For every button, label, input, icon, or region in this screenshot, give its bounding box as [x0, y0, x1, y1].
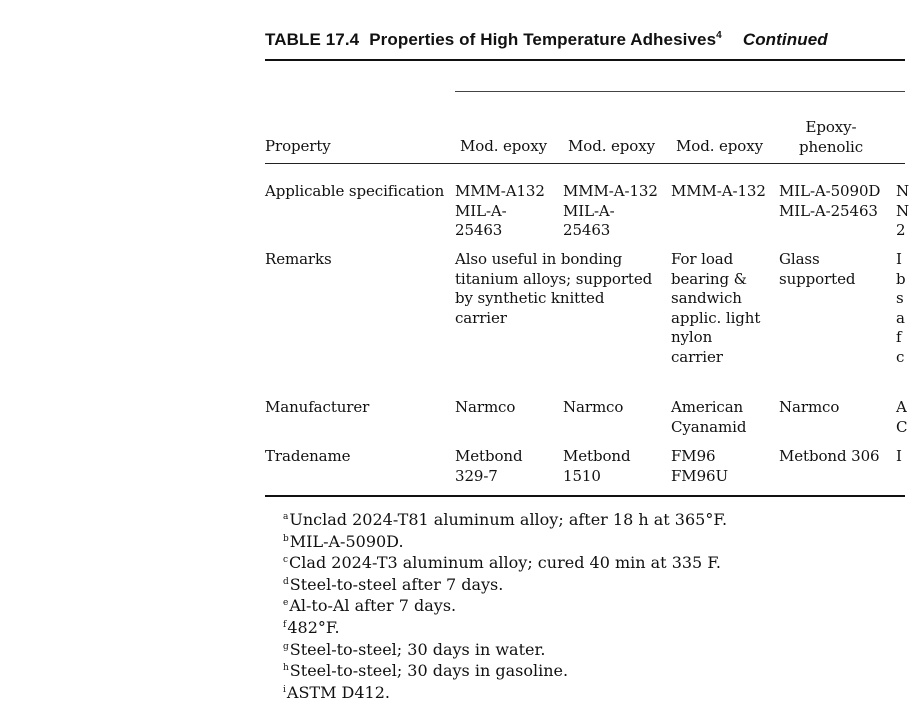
cell-line: titanium alloys; supported	[455, 269, 653, 288]
cell-line: carrier	[671, 347, 723, 366]
header-epoxy-phenolic-line2: phenolic	[798, 138, 864, 156]
footnote-text: Steel-to-steel after 7 days.	[289, 574, 504, 594]
header-property: Property	[265, 137, 331, 155]
cell-line: Narmco	[455, 398, 516, 416]
cell-line: Narmco	[779, 398, 840, 416]
cell-line: sandwich	[671, 289, 742, 308]
cell-line: Cyanamid	[671, 417, 747, 436]
cell-tradename-3	[671, 447, 728, 486]
footnotes	[283, 508, 727, 702]
footnote-mark: i	[283, 684, 286, 695]
footnote-mark: f	[283, 619, 287, 630]
cell-manufacturer-2	[563, 398, 623, 418]
cell-line: a	[896, 308, 905, 327]
cell-remarks-1-2	[455, 250, 652, 328]
footnote	[283, 508, 727, 530]
cell-spec-2	[563, 182, 658, 241]
row-label-remarks: Remarks	[265, 250, 332, 268]
cell-line: Glass	[779, 250, 820, 268]
cell-line: Metbond	[563, 447, 631, 465]
continued-label: Continued	[742, 30, 828, 49]
cell-tradename-2	[563, 447, 630, 486]
cell-remarks-5	[896, 250, 906, 368]
footnote	[283, 638, 727, 660]
column-span-rule	[455, 91, 905, 92]
cell-line: Also useful in bonding	[455, 250, 623, 268]
cell-line: FM96	[671, 447, 716, 465]
footnote-text: ASTM D412.	[286, 682, 390, 702]
cell-spec-5	[896, 182, 909, 241]
cell-manufacturer-5	[896, 398, 907, 437]
cell-tradename-1	[455, 447, 522, 486]
cell-tradename-4	[779, 447, 879, 467]
cell-manufacturer-1	[455, 398, 515, 418]
bottom-rule	[265, 495, 905, 497]
cell-line: 2	[896, 221, 906, 240]
cell-line: N	[896, 182, 909, 200]
cell-line: MMM-A132	[455, 182, 545, 200]
footnote-mark: g	[283, 641, 289, 652]
cell-manufacturer-3	[671, 398, 746, 437]
cell-line: I	[896, 447, 902, 465]
footnote	[283, 681, 727, 702]
cell-line: s	[896, 289, 904, 308]
cell-line: C	[896, 417, 908, 436]
row-label-manufacturer: Manufacturer	[265, 398, 370, 416]
cell-line: Metbond 306	[779, 447, 880, 465]
cell-line: supported	[779, 269, 856, 288]
cell-line: by synthetic knitted	[455, 289, 605, 308]
title-reference: 4	[716, 30, 722, 41]
cell-line: c	[896, 347, 905, 366]
footnote-mark: c	[283, 555, 289, 566]
table-caption	[265, 30, 828, 50]
table-label: TABLE 17.4	[265, 30, 360, 49]
footnote	[283, 551, 727, 573]
cell-remarks-4	[779, 250, 855, 289]
cell-line: For load	[671, 250, 734, 268]
footnote	[283, 573, 727, 595]
cell-line: American	[671, 398, 744, 416]
cell-line: MIL-A-5090D	[779, 182, 881, 200]
cell-line: MMM-A-132	[671, 182, 766, 200]
header-epoxy-phenolic	[780, 117, 882, 157]
footnote-text: Unclad 2024-T81 aluminum alloy; after 18 h at 365°F.	[289, 510, 728, 529]
cell-line: nylon	[671, 328, 713, 347]
footnote-mark: d	[283, 576, 289, 587]
cell-remarks-3	[671, 250, 760, 368]
cell-manufacturer-4	[779, 398, 839, 418]
cell-line: Metbond	[455, 447, 523, 465]
footnote-text: Steel-to-steel; 30 days in water.	[289, 639, 546, 659]
cell-line: FM96U	[671, 466, 728, 485]
footnote	[283, 594, 727, 616]
header-mod-epoxy-2: Mod. epoxy	[568, 137, 655, 155]
cell-line: b	[896, 269, 906, 288]
cell-line: bearing &	[671, 269, 747, 288]
footnote-text: MIL-A-5090D.	[289, 531, 404, 551]
cell-tradename-5	[896, 447, 902, 467]
row-label-tradename: Tradename	[265, 447, 351, 465]
cell-line: 1510	[563, 466, 601, 485]
footnote-mark: a	[283, 512, 289, 522]
cell-line: 25463	[455, 221, 503, 240]
cell-line: N	[896, 201, 909, 220]
footnote-text: Clad 2024-T3 aluminum alloy; cured 40 min at 335 F.	[289, 553, 722, 573]
footnote-text: 482°F.	[287, 617, 340, 637]
footnote	[283, 530, 727, 552]
header-rule	[265, 163, 905, 164]
cell-line: A	[896, 398, 907, 416]
cell-line: f	[896, 328, 902, 347]
footnote-mark: h	[283, 663, 289, 674]
cell-line: 329-7	[455, 466, 498, 485]
cell-line: carrier	[455, 308, 507, 327]
footnote	[283, 659, 727, 681]
cell-spec-1	[455, 182, 545, 241]
cell-line: MMM-A-132	[563, 182, 658, 200]
cell-spec-4	[779, 182, 880, 221]
footnote-text: Al-to-Al after 7 days.	[289, 596, 457, 616]
header-epoxy-phenolic-line1: Epoxy-	[805, 118, 857, 136]
cell-line: MIL-A-	[563, 201, 615, 220]
cell-line: MIL-A-25463	[779, 201, 878, 220]
cell-line: applic. light	[671, 308, 761, 327]
cell-line: I	[896, 250, 902, 268]
cell-line: Narmco	[563, 398, 624, 416]
header-mod-epoxy-1: Mod. epoxy	[460, 137, 547, 155]
table-title: Properties of High Temperature Adhesives	[369, 30, 717, 49]
cell-line: MIL-A-	[455, 201, 507, 220]
footnote-text: Steel-to-steel; 30 days in gasoline.	[289, 661, 569, 681]
cell-line: 25463	[563, 221, 611, 240]
top-rule	[265, 59, 905, 61]
footnote	[283, 616, 727, 638]
row-label-spec: Applicable specification	[265, 182, 445, 200]
footnote-mark: b	[283, 533, 289, 544]
cell-spec-3	[671, 182, 766, 202]
header-mod-epoxy-3: Mod. epoxy	[676, 137, 763, 155]
footnote-mark: e	[283, 598, 289, 609]
